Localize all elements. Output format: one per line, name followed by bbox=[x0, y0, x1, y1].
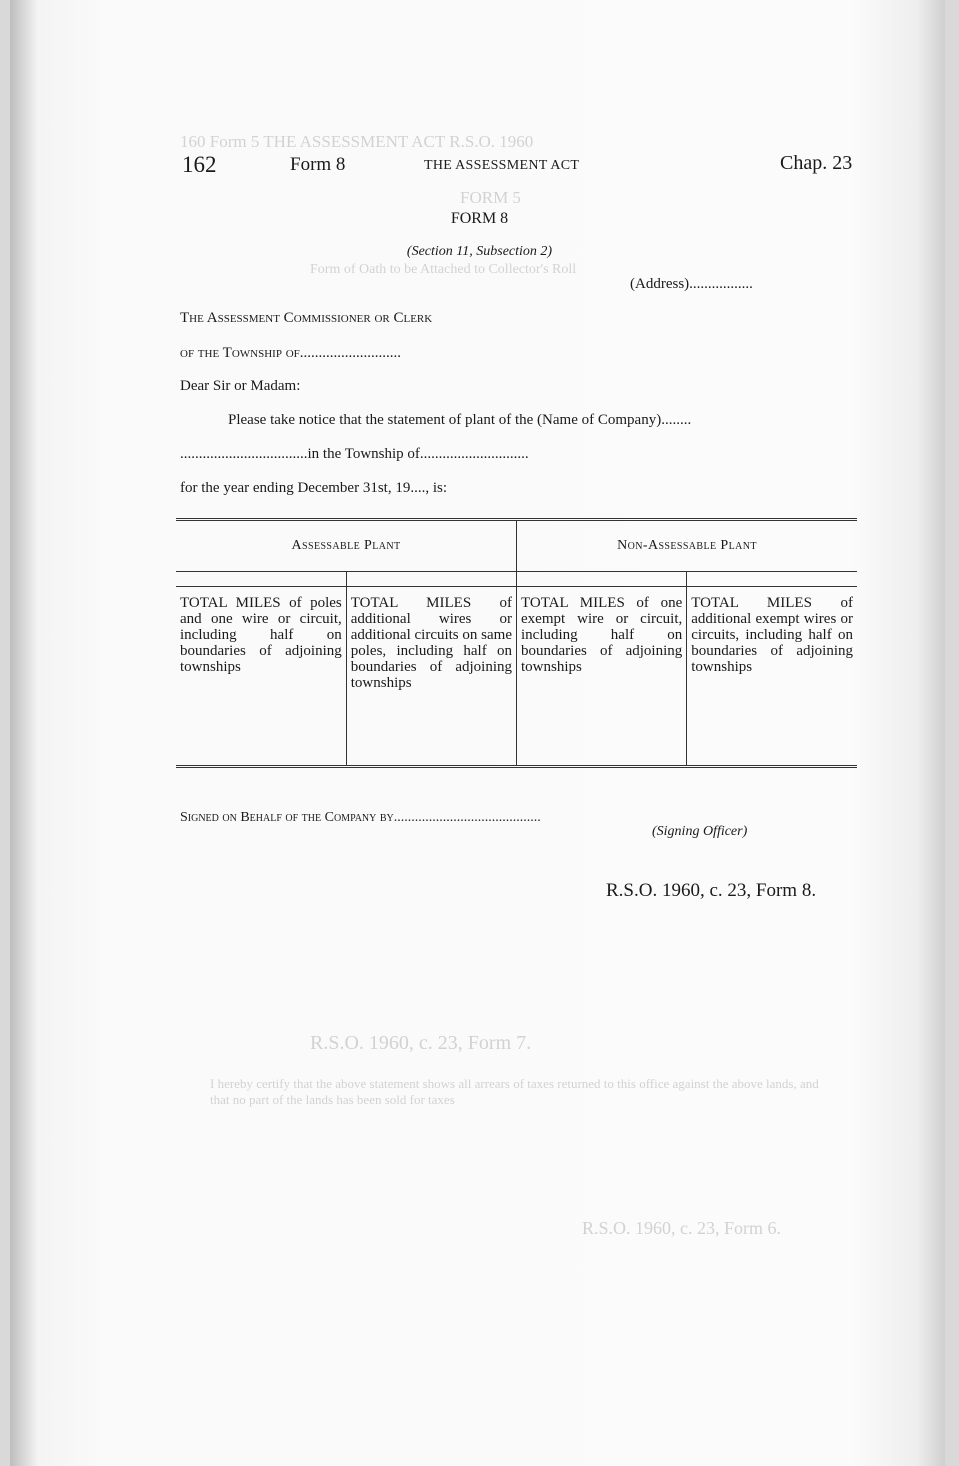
column-header-additional-wires: TOTAL MILES of additional wires or additional circuits on same poles, including half on boundaries of adjoining townships bbox=[346, 587, 516, 767]
column-spacer bbox=[346, 572, 516, 587]
assessable-plant-header: Assessable Plant bbox=[176, 520, 517, 572]
statute-citation: R.S.O. 1960, c. 23, Form 8. bbox=[606, 880, 817, 901]
bleed-through-header: 160 Form 5 THE ASSESSMENT ACT R.S.O. 1960 bbox=[180, 132, 534, 151]
bleed-through-form: FORM 5 bbox=[460, 188, 521, 207]
plant-table bbox=[176, 518, 857, 768]
column-spacer bbox=[517, 572, 687, 587]
column-spacer bbox=[176, 572, 346, 587]
act-title: THE ASSESSMENT ACT bbox=[424, 158, 580, 173]
bleed-through-roll: Form of Oath to be Attached to Collector's Roll bbox=[310, 262, 577, 277]
column-spacer bbox=[687, 572, 857, 587]
bleed-through-text: I hereby certify that the above statement shows all arrears of taxes returned to this office against the above lands, and that no part of the lands has been sold for taxes bbox=[210, 1076, 819, 1107]
document-page bbox=[10, 0, 945, 1466]
page-number: 162 bbox=[182, 152, 217, 177]
section-reference: (Section 11, Subsection 2) bbox=[406, 244, 553, 259]
non-assessable-plant-header: Non-Assessable Plant bbox=[517, 520, 858, 572]
column-header-additional-exempt: TOTAL MILES of additional exempt wires or circuits, including half on boundaries of adjoining townships bbox=[687, 587, 857, 767]
township-line: of the Township of........................... bbox=[180, 345, 402, 361]
column-header-exempt-wire: TOTAL MILES of one exempt wire or circuit, including half on boundaries of adjoining townships bbox=[517, 587, 687, 767]
salutation: Dear Sir or Madam: bbox=[180, 378, 301, 394]
bleed-through-citation-2: R.S.O. 1960, c. 23, Form 6. bbox=[582, 1218, 782, 1238]
address-line: (Address)................. bbox=[630, 276, 753, 292]
signed-line: Signed on Behalf of the Company by.......................................... bbox=[180, 810, 541, 825]
chapter-label: Chap. 23 bbox=[780, 152, 853, 174]
column-header-poles: TOTAL MILES of poles and one wire or circuit, including half on boundaries of adjoining townships bbox=[176, 587, 346, 767]
bleed-through-citation-1: R.S.O. 1960, c. 23, Form 7. bbox=[310, 1032, 532, 1054]
signing-officer-label: (Signing Officer) bbox=[652, 824, 748, 839]
notice-line-3: for the year ending December 31st, 19...., is: bbox=[180, 480, 448, 496]
form-label: Form 8 bbox=[290, 154, 346, 175]
notice-line-1: Please take notice that the statement of plant of the (Name of Company)........ bbox=[228, 412, 692, 428]
notice-line-2: ..................................in the Township of............................. bbox=[180, 446, 529, 462]
form-title: FORM 8 bbox=[450, 210, 509, 227]
recipient-line: The Assessment Commissioner or Clerk bbox=[180, 310, 433, 326]
